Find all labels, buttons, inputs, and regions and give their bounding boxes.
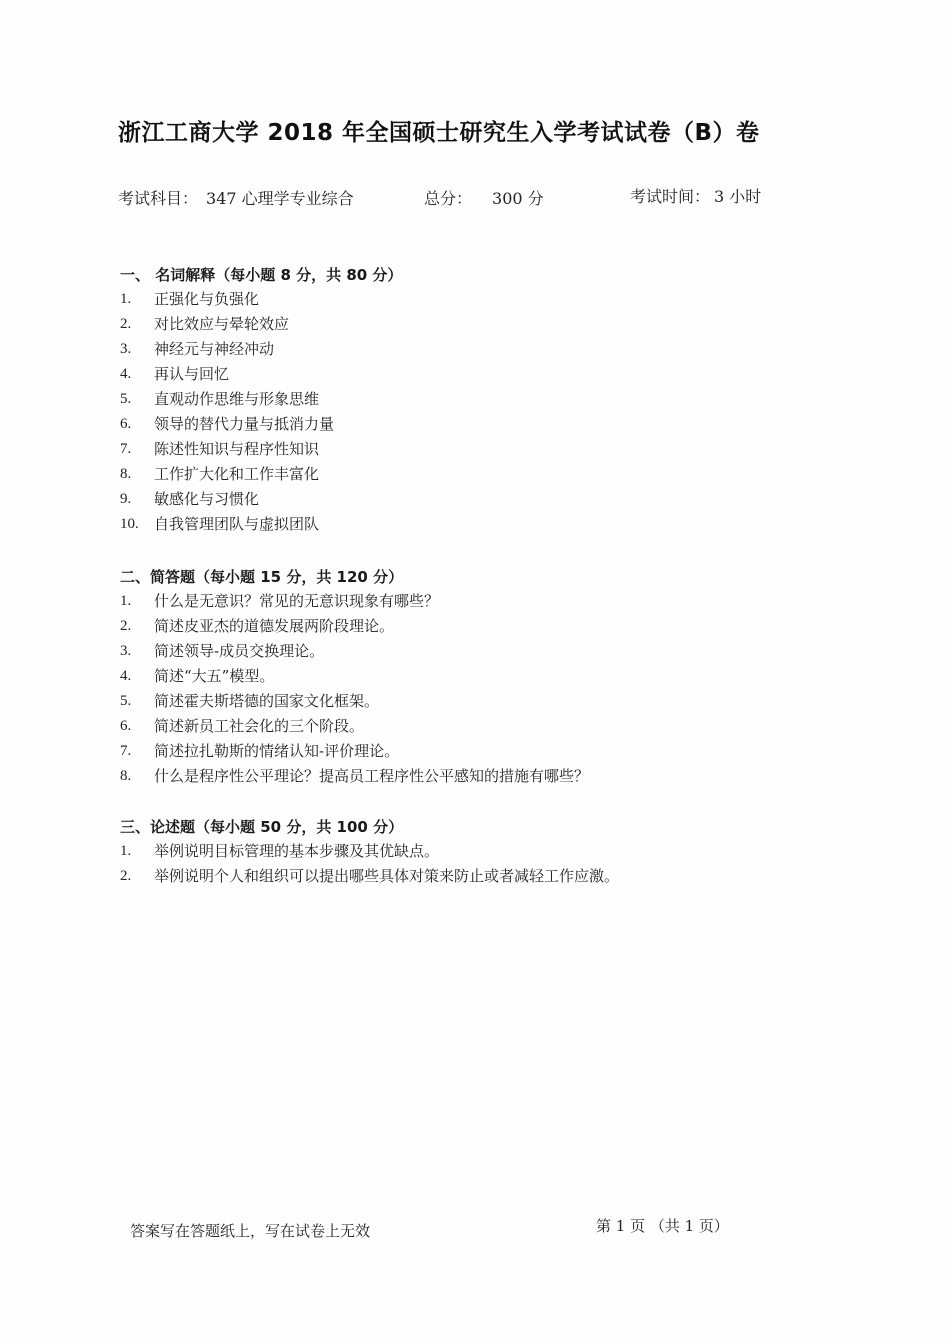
question-number: 4. — [120, 668, 132, 684]
question-number: 3. — [120, 341, 132, 357]
question-number: 8. — [120, 768, 132, 784]
question-number: 9. — [120, 491, 132, 507]
question-text: 工作扩大化和工作丰富化 — [154, 465, 320, 483]
section-heading: 三、论述题（每小题 50 分，共 100 分） — [120, 818, 404, 836]
question-number: 1. — [120, 843, 132, 859]
question-item — [120, 387, 820, 412]
question-number: 6. — [120, 416, 132, 432]
answer-note: 答案写在答题纸上，写在试卷上无效 — [130, 1222, 371, 1240]
question-text: 简述领导-成员交换理论。 — [154, 642, 325, 660]
total-value: 300 分 — [492, 189, 544, 208]
question-number: 2. — [120, 618, 132, 634]
question-text: 举例说明个人和组织可以提出哪些具体对策来防止或者减轻工作应激。 — [154, 867, 620, 885]
question-number: 5. — [120, 391, 132, 407]
question-text: 什么是程序性公平理论？提高员工程序性公平感知的措施有哪些？ — [154, 767, 590, 785]
question-item — [120, 739, 820, 764]
question-number: 1. — [120, 291, 132, 307]
question-number: 8. — [120, 466, 132, 482]
question-item — [120, 312, 820, 337]
exam-subject — [118, 186, 354, 209]
question-item — [120, 437, 820, 462]
question-number: 2. — [120, 316, 132, 332]
question-item — [120, 412, 820, 437]
question-number: 10. — [120, 516, 139, 532]
question-number: 7. — [120, 743, 132, 759]
time-label: 考试时间： — [630, 187, 711, 206]
question-number: 7. — [120, 441, 132, 457]
question-item — [120, 664, 820, 689]
question-number: 3. — [120, 643, 132, 659]
question-item — [120, 764, 820, 789]
section-short-answer — [120, 565, 820, 789]
question-text: 简述拉扎勒斯的情绪认知-评价理论。 — [154, 742, 400, 760]
question-text: 直观动作思维与形象思维 — [154, 390, 320, 408]
question-text: 简述“大五”模型。 — [154, 667, 275, 685]
question-item — [120, 589, 820, 614]
exam-title: 浙江工商大学 2018 年全国硕士研究生入学考试试卷（B）卷 — [118, 120, 760, 146]
question-item — [120, 839, 820, 864]
question-text: 简述霍夫斯塔德的国家文化框架。 — [154, 692, 380, 710]
question-item — [120, 462, 820, 487]
question-text: 什么是无意识？常见的无意识现象有哪些？ — [154, 592, 440, 610]
subject-value: 347 心理学专业综合 — [206, 189, 354, 208]
question-text: 陈述性知识与程序性知识 — [154, 440, 320, 458]
question-item — [120, 614, 820, 639]
question-text: 简述新员工社会化的三个阶段。 — [154, 717, 365, 735]
question-text: 正强化与负强化 — [154, 290, 260, 308]
section-heading: 二、简答题（每小题 15 分，共 120 分） — [120, 568, 404, 586]
question-item — [120, 864, 820, 889]
question-item — [120, 337, 820, 362]
question-number: 1. — [120, 593, 132, 609]
question-text: 神经元与神经冲动 — [154, 340, 275, 358]
section-term-definitions — [120, 263, 820, 537]
question-text: 对比效应与晕轮效应 — [154, 315, 290, 333]
time-value: 3 小时 — [714, 187, 762, 206]
question-item — [120, 639, 820, 664]
total-label: 总分： — [424, 189, 473, 208]
question-text: 再认与回忆 — [154, 365, 230, 383]
exam-time — [630, 184, 761, 207]
question-item — [120, 487, 820, 512]
question-item — [120, 714, 820, 739]
question-item — [120, 689, 820, 714]
question-text: 领导的替代力量与抵消力量 — [154, 415, 335, 433]
question-number: 4. — [120, 366, 132, 382]
question-item — [120, 512, 820, 537]
exam-total-score — [424, 186, 544, 209]
subject-label: 考试科目： — [118, 189, 199, 208]
question-number: 5. — [120, 693, 132, 709]
question-item — [120, 287, 820, 312]
question-text: 举例说明目标管理的基本步骤及其优缺点。 — [154, 842, 440, 860]
section-heading: 一、 名词解释（每小题 8 分，共 80 分） — [120, 266, 403, 284]
question-number: 6. — [120, 718, 132, 734]
question-text: 自我管理团队与虚拟团队 — [154, 515, 320, 533]
question-text: 简述皮亚杰的道德发展两阶段理论。 — [154, 617, 395, 635]
question-number: 2. — [120, 868, 132, 884]
page-number: 第 1 页 （共 1 页） — [596, 1217, 729, 1235]
section-essay — [120, 815, 820, 889]
question-text: 敏感化与习惯化 — [154, 490, 260, 508]
question-item — [120, 362, 820, 387]
